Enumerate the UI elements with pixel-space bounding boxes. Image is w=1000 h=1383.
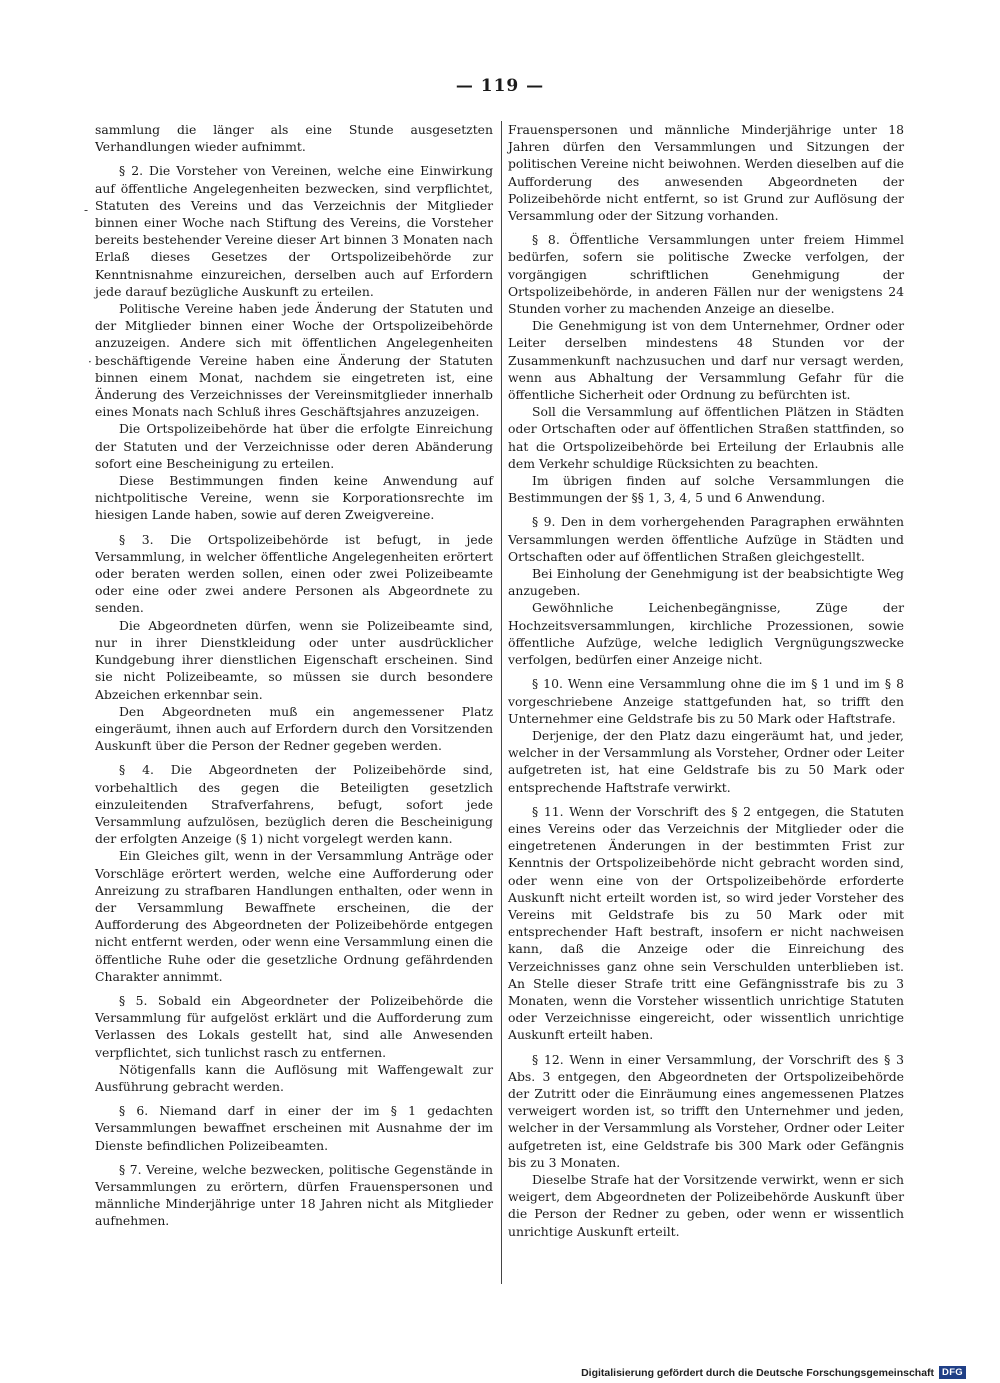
paragraph: sammlung die länger als eine Stunde ausgesetzten Verhandlungen wieder aufnimmt. — [95, 122, 493, 155]
page-number: — 119 — — [455, 76, 545, 96]
paragraph: Frauenspersonen und männliche Minderjährige unter 18 Jahren dürfen den Versammlungen und Sitzungen der politischen Vereine nicht beiwohnen. Werden dieselben auf die Aufforderung des anwesenden Abgeordneten der Polizeibehörde nicht entfernt, so ist Grund zur Auflösung der Versammlung oder der Sitzung vorhanden. — [508, 122, 904, 224]
margin-mark: · — [88, 355, 92, 369]
paragraph: Die Ortspolizeibehörde hat über die erfolgte Einreichung der Statuten und der Verzeichnisse oder deren Abänderung sofort eine Bescheinigung zu erteilen. — [95, 421, 493, 471]
section-paragraph: § 5. Sobald ein Abgeordneter der Polizeibehörde die Versammlung für aufgelöst erklärt und die Aufforderung zum Verlassen des Lokals gestellt hat, sind alle Anwesenden verpflichtet, sich tunlichst rasch zu entfernen. — [95, 992, 493, 1060]
right-text-column — [508, 121, 904, 1240]
section-paragraph: § 4. Die Abgeordneten der Polizeibehörde sind, vorbehaltlich des gegen die Beteiligten gesetzlich einzuleitenden Strafverfahrens, befugt, sofort jede Versammlung aufzulösen, bezüglich deren die Bescheinigung der erfolgten Anzeige (§ 1) nicht vorgelegt werden kann. — [95, 762, 493, 847]
paragraph: Diese Bestimmungen finden keine Anwendung auf nichtpolitische Vereine, wenn sie Korporationsrechte im hiesigen Lande haben, sowie auf deren Zweigvereine. — [95, 473, 493, 523]
section-paragraph: § 10. Wenn eine Versammlung ohne die im § 1 und im § 8 vorgeschriebene Anzeige stattgefunden hat, so trifft den Unternehmer eine Geldstrafe bis zu 50 Mark oder Haftstrafe. — [508, 676, 904, 726]
digitization-credit — [581, 1366, 966, 1379]
section-paragraph: § 11. Wenn der Vorschrift des § 2 entgegen, die Statuten eines Vereins oder das Verzeichnis der Mitglieder oder die eingetretenen Änderungen in der bestimmten Frist zur Kenntnis der Ortspolizeibehörde nicht gebracht worden sind, oder wenn eine von der Ortspolizeibehörde erforderte Auskunft nicht erteilt worden ist, so wird jeder Vorsteher des Vereins mit Geldstrafe bis zu 50 Mark oder mit entsprechender Haft bestraft, insofern er nicht nachweisen kann, daß die Anzeige oder die Einreichung des Verzeichnisses ganz ohne sein Verschulden unterblieben ist. An Stelle dieser Strafe tritt eine Gefängnisstrafe bis zu 3 Monaten, wenn die Vorsteher wissentlich unrichtige Statuten oder Verzeichnisse eingereicht, oder wissentlich unrichtige Auskunft erteilt haben. — [508, 803, 904, 1043]
section-paragraph: § 9. Den in dem vorhergehenden Paragraphen erwähnten Versammlungen werden öffentliche Aufzüge in Städten und Ortschaften oder auf öffentlichen Straßen gleichgestellt. — [508, 514, 904, 564]
dfg-logo-icon: DFG — [939, 1366, 966, 1379]
paragraph: Die Genehmigung ist von dem Unternehmer, Ordner oder Leiter derselben mindestens 48 Stunden vor der Zusammenkunft nachzusuchen und darf nur versagt werden, wenn aus Abhaltung der Versammlung Gefahr für die öffentliche Sicherheit oder Ordnung zu befürchten ist. — [508, 318, 904, 403]
paragraph: Derjenige, der den Platz dazu eingeräumt hat, und jeder, welcher in der Versammlung als Vorsteher, Ordner oder Leiter aufgetreten ist, hat eine Geldstrafe bis zu 50 Mark oder entsprechende Haftstrafe verwirkt. — [508, 727, 904, 795]
paragraph: Im übrigen finden auf solche Versammlungen die Bestimmungen der §§ 1, 3, 4, 5 und 6 Anwendung. — [508, 473, 904, 506]
section-paragraph: § 7. Vereine, welche bezwecken, politische Gegenstände in Versammlungen zu erörtern, dürfen Frauenspersonen und männliche Minderjährige unter 18 Jahren nicht als Mitglieder aufnehmen. — [95, 1161, 493, 1229]
paragraph: Nötigenfalls kann die Auflösung mit Waffengewalt zur Ausführung gebracht werden. — [95, 1061, 493, 1094]
credit-text: Digitalisierung gefördert durch die Deutsche Forschungsgemeinschaft — [581, 1366, 935, 1379]
paragraph: Gewöhnliche Leichenbegängnisse, Züge der Hochzeitsversammlungen, kirchliche Prozessionen, sowie öffentliche Aufzüge, welche lediglich Vergnügungszwecke verfolgen, bedürfen einer Anzeige nicht. — [508, 600, 904, 668]
paragraph: Bei Einholung der Genehmigung ist der beabsichtigte Weg anzugeben. — [508, 566, 904, 599]
paragraph: Ein Gleiches gilt, wenn in der Versammlung Anträge oder Vorschläge erörtert werden, welche eine Aufforderung oder Anreizung zu strafbaren Handlungen enthalten, oder wenn in der Versammlung Bewaffnete erscheinen, die der Aufforderung des Abgeordneten der Polizeibehörde entgegen nicht entfernt werden, oder wenn eine Versammlung einen die öffentliche Ruhe oder die gesetzliche Ordnung gefährdenden Charakter annimmt. — [95, 848, 493, 984]
paragraph: Politische Vereine haben jede Änderung der Statuten und der Mitglieder binnen einer Woche der Ortspolizeibehörde anzuzeigen. Andere sich mit öffentlichen Angelegenheiten beschäftigende Vereine haben eine Änderung der Statuten binnen einem Monat, nachdem sie eingetreten ist, eine Änderung des Verzeichnisses der Vereinsmitglieder innerhalb eines Monats nach Schluß ihres Geschäftsjahres anzuzeigen. — [95, 301, 493, 420]
section-paragraph: § 6. Niemand darf in einer der im § 1 gedachten Versammlungen bewaffnet erscheinen mit Ausnahme der im Dienste befindlichen Polizeibeamten. — [95, 1103, 493, 1153]
section-paragraph: § 8. Öffentliche Versammlungen unter freiem Himmel bedürfen, sofern sie politische Zwecke verfolgen, der vorgängigen schriftlichen Genehmigung der Ortspolizeibehörde, in anderen Fällen nur der wenigstens 24 Stunden vorher zu machenden Anzeige an dieselbe. — [508, 232, 904, 317]
margin-mark: - — [84, 203, 89, 217]
section-paragraph: § 3. Die Ortspolizeibehörde ist befugt, in jede Versammlung, in welcher öffentliche Angelegenheiten erörtert oder beraten werden sollen, einen oder zwei Polizeibeamte oder eine oder zwei andere Personen als Abgeordnete zu senden. — [95, 531, 493, 616]
paragraph: Soll die Versammlung auf öffentlichen Plätzen in Städten oder Ortschaften oder auf öffentlichen Straßen stattfinden, so hat die Ortspolizeibehörde bei Erteilung der Erlaubnis alle dem Verkehr schuldige Rücksichten zu beachten. — [508, 404, 904, 471]
section-paragraph: § 12. Wenn in einer Versammlung, der Vorschrift des § 3 Abs. 3 entgegen, den Abgeordneten der Ortspolizeibehörde der Zutritt oder die Einräumung eines angemessenen Platzes verweigert worden ist, so trifft den Unternehmer und jeden, welcher in der Versammlung als Vorsteher, Ordner oder Leiter aufgetreten ist, eine Geldstrafe bis 300 Mark oder Gefängnis bis zu 3 Monaten. — [508, 1051, 904, 1170]
paragraph: Den Abgeordneten muß ein angemessener Platz eingeräumt, ihnen auch auf Erfordern durch den Vorsitzenden Auskunft über die Person der Redner gegeben werden. — [95, 703, 493, 754]
left-text-column — [95, 121, 493, 1230]
paragraph: Dieselbe Strafe hat der Vorsitzende verwirkt, wenn er sich weigert, dem Abgeordneten der Polizeibehörde Auskunft über die Person der Redner zu geben, oder wenn er wissentlich unrichtige Auskunft erteilt. — [508, 1171, 904, 1239]
column-divider — [501, 121, 502, 1284]
section-paragraph: § 2. Die Vorsteher von Vereinen, welche eine Einwirkung auf öffentliche Angelegenheiten bezwecken, sind verpflichtet, Statuten des Vereins und das Verzeichnis der Mitglieder binnen einer Woche nach Stiftung des Vereins, die Vorsteher bereits bestehender Vereine dieser Art binnen 3 Monaten nach Erlaß dieses Gesetzes der Ortspolizeibehörde zur Kenntnisnahme einzureichen, derselben auch auf Erfordern jede darauf bezügliche Auskunft zu erteilen. — [95, 163, 493, 299]
paragraph: Die Abgeordneten dürfen, wenn sie Polizeibeamte sind, nur in ihrer Dienstkleidung oder unter ausdrücklicher Kundgebung ihrer dienstlichen Eigenschaft erscheinen. Sind sie nicht Polizeibeamte, so müssen sie durch besondere Abzeichen erkennbar sein. — [95, 617, 493, 702]
